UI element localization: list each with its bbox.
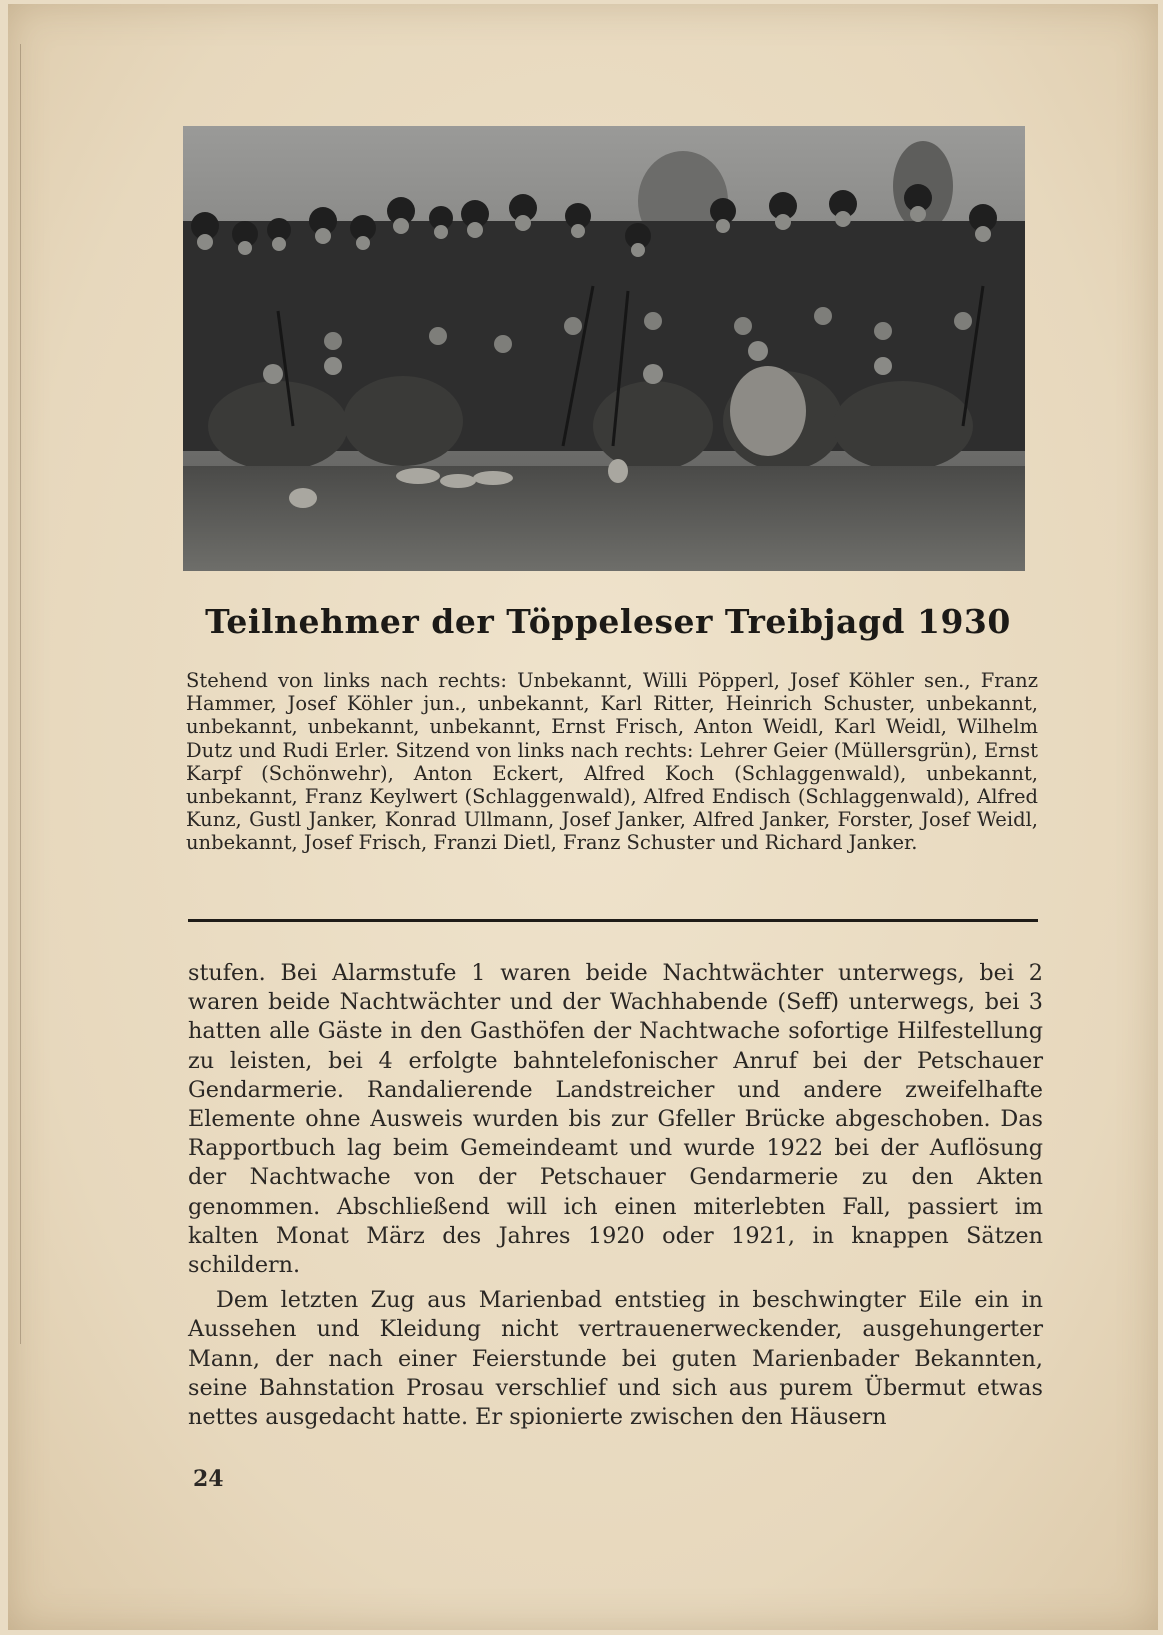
page-number: 24 <box>193 1466 224 1492</box>
group-photo <box>183 126 1025 571</box>
body-paragraph-2: Dem letzten Zug aus Marienbad entstieg in beschwingter Eile ein in Aussehen und Kleidung nicht vertrauenerweckender, ausgehungerter Mann, der nach einer Feierstunde bei guten Marienbader Bekannten, seine Bahnstation Prosau verschlief und sich aus purem Übermut etwas nettes ausgedacht hatte. Er spionierte zwischen den Häusern <box>188 1287 1043 1431</box>
body-text <box>188 959 1043 1432</box>
group-photo-image <box>183 126 1025 571</box>
photo-heading: Teilnehmer der Töppeleser Treibjagd 1930 <box>205 602 1011 641</box>
body-paragraph-1: stufen. Bei Alarmstufe 1 waren beide Nachtwächter unterwegs, bei 2 waren beide Nachtwächter und der Wachhabende (Seff) unterwegs, bei 3 hatten alle Gäste in den Gasthöfen der Nachtwache sofortige Hilfestellung zu leisten, bei 4 erfolgte bahntelefonischer Anruf bei der Petschauer Gendarmerie. Randalierende Landstreicher und andere zweifelhafte Elemente ohne Ausweis wurden bis zur Gfeller Brücke abgeschoben. Das Rapportbuch lag beim Gemeindeamt und wurde 1922 bei der Auflösung der Nachtwache von der Petschauer Gendarmerie zu den Akten genommen. Abschließend will ich einen miterlebten Fall, passiert im kalten Monat März des Jahres 1920 oder 1921, in knappen Sätzen schildern. <box>188 960 1043 1279</box>
divider-rule <box>188 919 1038 922</box>
page-edge-line <box>20 44 21 1344</box>
photo-caption: Stehend von links nach rechts: Unbekannt, Willi Pöpperl, Josef Köhler sen., Franz Hammer, Josef Köhler jun., unbekannt, Karl Ritter, Heinrich Schuster, unbekannt, unbekannt, unbekannt, unbekannt, Ernst Frisch, Anton Weidl, Karl Weidl, Wilhelm Dutz und Rudi Erler. Sitzend von links nach rechts: Lehrer Geier (Müllersgrün), Ernst Karpf (Schönwehr), Anton Eckert, Alfred Koch (Schlaggenwald), unbekannt, unbekannt, Franz Keylwert (Schlaggenwald), Alfred Endisch (Schlaggenwald), Alfred Kunz, Gustl Janker, Konrad Ullmann, Josef Janker, Alfred Janker, Forster, Josef Weidl, unbekannt, Josef Frisch, Franzi Dietl, Franz Schuster und Richard Janker. <box>186 669 1038 855</box>
book-page <box>8 4 1158 1630</box>
